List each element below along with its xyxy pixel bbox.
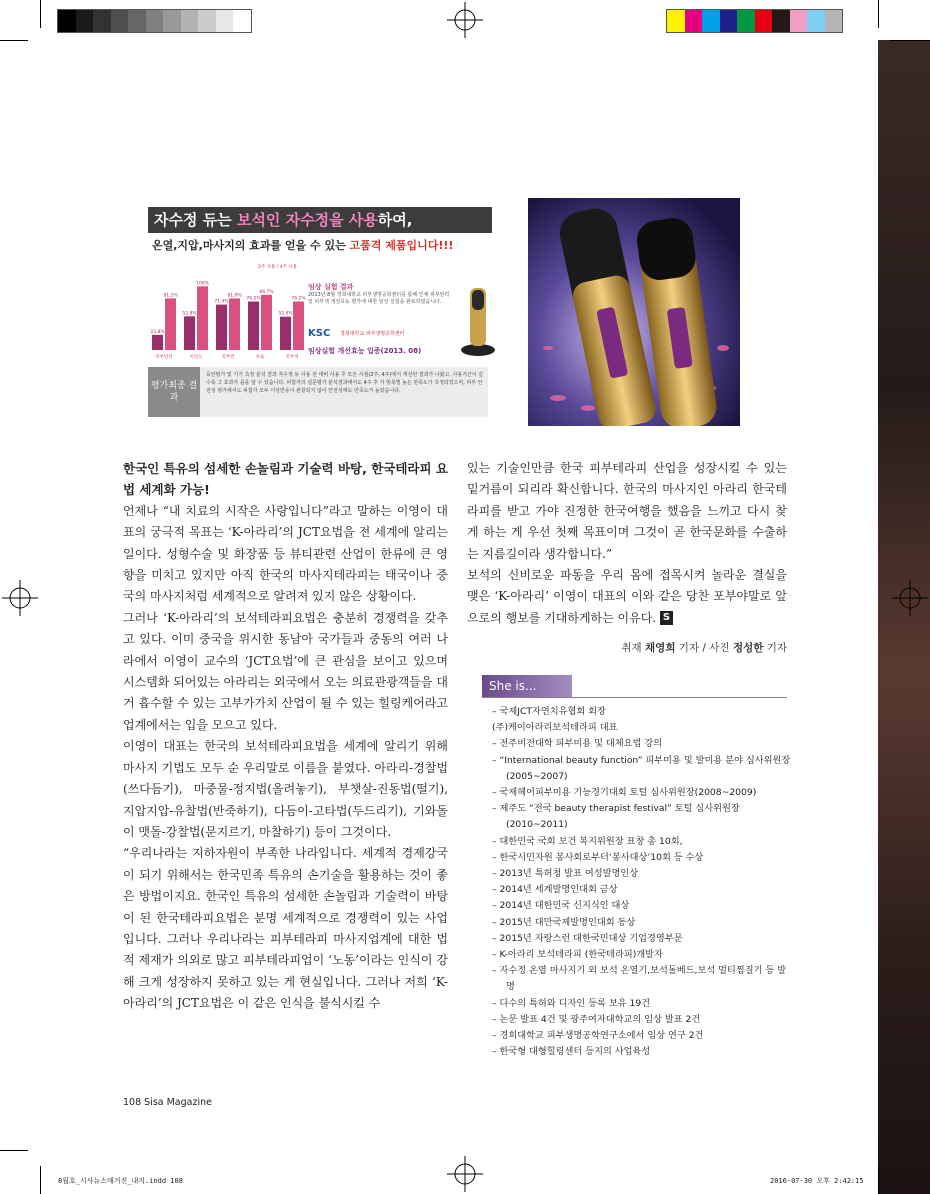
gray-calibration-bar [57,9,252,33]
chart-bar [248,302,259,350]
profile-item: – 2013년 특허청 발표 여성발명인상 [492,868,639,880]
profile-item: (주)케이아라리보석테라피 대표 [492,722,618,734]
color-swatch [807,10,825,32]
ksc-logo: KSC [308,328,331,339]
article-right-column [467,458,787,629]
gray-swatch [76,10,94,32]
right-bleed-strip [878,40,930,1194]
color-swatch [702,10,720,32]
gray-swatch [163,10,181,32]
registration-mark [892,580,928,616]
effect-bar-chart [148,262,318,367]
profile-divider [482,697,787,698]
profile-item: – K-아라리 보석테라피 (한국테라피)개발자 [492,949,663,961]
gray-swatch [146,10,164,32]
gray-swatch [198,10,216,32]
print-timestamp: 2016-07-30 오후 2:42:15 [770,1177,864,1185]
color-swatch [825,10,843,32]
gray-swatch [216,10,234,32]
chart-category-label: 피부결 [221,355,235,360]
chart-data-label: 76.2% [246,296,261,302]
infographic-panel [148,207,508,422]
profile-list [492,704,792,1060]
chart-category-label: 피부색 [285,355,299,360]
chart-data-label: 81.0% [227,293,242,299]
article-paragraph: 보석의 신비로운 파동을 우리 몸에 접목시켜 놀라운 결실을 맺은 ‘K-아라리’ 이영이 대표의 이와 같은 당찬 포부야말로 앞으로의 행보를 기대하게하는 이유다. S [467,568,787,625]
article-paragraph: 그러나 ‘K-아라리’의 보석테라피요법은 충분히 경쟁력을 갖추고 있다. 이미 중국을 위시한 동남아 국가들과 중동의 여러 나라에서 이영이 교수의 ‘JCT요법’에 큰 관심을 보이고 있으며 시스템화 되어있는 아라리는 외국에서 오는 의료관광객들을 대거 흡수할 수 있는 고부가가치 산업이 될 수 있는 힐링케어라고 업계에서는 입을 모으고 있다. [123,610,448,732]
profile-item: – 대한민국 국회 보건 복지위원장 표창 총 10회, [492,835,683,847]
profile-item: – 경희대학교 피부생명공학연구소에서 임상 연구 2건 [492,1030,704,1042]
trial-title: 임상 실험 결과 [308,283,354,291]
profile-item: – 논문 발표 4건 및 광주여자대학교의 임상 발표 2건 [492,1013,701,1025]
chart-legend-label: 2주 사용 / 4주 사용 [258,265,298,270]
profile-item: – 전주비전대학 피부미용 및 대체요법 강의 [492,738,663,750]
profile-item: – 제주도 “전국 beauty therapist festival” 토털 심사위원장(2010~2011) [492,803,740,831]
chart-legend [258,263,298,270]
trial-text: 2013년 8월 경희대학교 피부생명공학센터를 통해 인체 피부탄력 및 피부색 개선효능 평가에 대한 임상 실험을 완료하였습니다. [308,292,450,305]
registration-mark [447,2,483,38]
chart-category-label: 치밀도 [189,355,203,360]
gray-swatch [93,10,111,32]
chart-bar [152,335,163,350]
color-swatch [790,10,808,32]
chart-data-label: 23.8% [150,329,165,335]
chart-category-label: 보습 [255,355,265,360]
crop-mark [878,1166,879,1194]
chart-data-label: 81.1% [163,293,178,299]
crop-mark [0,1150,28,1151]
chart-data-label: 52.4% [278,311,293,317]
chart-bar [165,298,176,350]
profile-item: – 한국형 대형힐링센터 등지의 사업육성 [492,1046,651,1058]
registration-mark [447,1156,483,1192]
article-heading: 한국인 특유의 섬세한 손놀림과 기술력 바탕, 한국테라피 요법 세계화 가능! [123,461,449,498]
profile-item: – “International beauty function” 피부미용 및 발미용 분야 심사위원장(2005~2007) [492,754,791,782]
gray-swatch [181,10,199,32]
profile-item: – 2014년 세계발명인대회 금상 [492,884,618,896]
chart-data-label: 71.4% [214,299,229,305]
byline: 취재 채영희 기자 / 사진 정성한 기자 [621,642,787,654]
clinical-trial-box [308,282,503,362]
profile-item: – 한국시민자원 봉사회로부터‘봉사대상’10회 등 수상 [492,851,704,863]
article-paragraph: 이영이 대표는 한국의 보석테라피요법을 세계에 알리기 위해 마사지 기법도 모두 순 우리말로 이름을 붙였다. 아라리-경찰법(쓰다듬기), 마중물-정지법(올려놓기), 부챗살-진동법(떨기), 지압지압-유찰법(반죽하기), 다듬이-고타법(두드리기), 기와돌이 맷돌-강찰법(문지르기, 마찰하기) 등이 그것이다. [123,739,448,839]
color-swatch [667,10,685,32]
registration-mark [2,580,38,616]
profile-item: – 2015년 대만국제발명인대회 동상 [492,916,636,928]
crop-mark [40,1166,41,1194]
chart-bar [197,286,208,350]
gray-swatch [111,10,129,32]
chart-category-label: 피부탄력 [155,355,173,360]
crop-mark [40,0,41,28]
chart-data-label: 52.9% [182,311,197,317]
gray-swatch [233,10,251,32]
file-slug: 8월호_시사뉴스매거진_내지.indd 108 [58,1177,183,1185]
color-swatch [755,10,773,32]
profile-item: – 2014년 대한민국 신지식인 대상 [492,900,630,912]
device-thumbnail [458,282,498,360]
chart-bar [280,317,291,350]
profile-title-tab: She is... [482,675,572,697]
profile-item: – 2015년 자랑스런 대한국민대상 기업경영부문 [492,932,683,944]
gray-swatch [128,10,146,32]
gray-swatch [58,10,76,32]
evaluation-box [148,367,488,417]
evaluation-label: 평가최종 결 과 [148,367,200,417]
chart-bar [261,295,272,350]
crop-mark [0,40,28,41]
article-paragraph: 있는 기술인만큼 한국 피부테라피 산업을 성장시킬 수 있는 밑거름이 되리라 확신합니다. 한국의 마사지인 아라리 한국테라피를 받고 가야 진정한 한국여행을 했음을 느끼고 다시 찾게 하는 게 우선 첫째 목표이며 그것이 곧 한국문화를 수출하는 지름길이라 생각합니다.” [467,461,787,561]
article-left-column [123,458,448,1015]
chart-bar [184,316,195,350]
product-photo [528,198,740,426]
profile-item: – 다수의 특허와 디자인 등록 보유 19건 [492,997,651,1009]
chart-bar [216,305,227,350]
color-calibration-bar [666,9,843,33]
crop-mark [878,0,879,28]
crop-mark [890,40,930,41]
color-swatch [772,10,790,32]
chart-data-label: 100% [196,281,209,287]
color-swatch [720,10,738,32]
evaluation-text: 육안평가 및 기기 측정 분석 결과 자수정 듀 사용 전 대비 사용 후 모든 시점(2주, 4주)에서 개선된 결과가 나왔고, 사용기간이 길수록 그 효과가 큼을 알 수 있습니다. 피험자의 설문평가 분석결과에서도 4주 후 가 항목별 높은 만족도가 측정되었으며, 피부 안전성 평가에서도 피험자 모두 이상반응이 관찰되지 않아 안전성에도 만족도가 높았습니다. [206,372,484,394]
infographic-banner: 자수정 듀는 보석인 자수정을 사용하여, [148,207,492,233]
chart-bar [293,302,304,350]
profile-item: – 국제JCT자연치유협회 회장 [492,706,606,717]
chart-data-label: 86.7% [259,289,274,295]
ksc-name: 경희대학교 피부생명공학센터 [340,331,405,337]
profile-item: – 국제헤어피부미용 기능경기대회 토털 심사위원장(2008~2009) [492,787,757,799]
trial-caption: 임상실험 개선효능 입증(2013. 08) [308,347,422,355]
end-mark-icon: S [660,611,673,625]
infographic-subtitle: 온열,지압,마사지의 효과를 얻을 수 있는 고품격 제품입니다!!! [152,239,454,252]
profile-item: – 자수정 온열 마사지기 외 보석 온열기,보석돌베드,보석 멀티찜질기 등 발명 [492,965,787,993]
chart-bar [229,298,240,350]
page-footer: 108 Sisa Magazine [123,1097,212,1108]
chart-data-label: 76.2% [291,296,306,302]
article-paragraph: “우리나라는 지하자원이 부족한 나라입니다. 세계적 경제강국이 되기 위해서는 한국민족 특유의 손기술을 활용하는 것이 좋은 방법이지요. 한국인 특유의 섬세한 손놀림과 기술력이 바탕이 된 한국테라피요법은 분명 세계적으로 경쟁력이 있는 사업입니다. 그러나 우리나라는 피부테라피 마사지업계에 대한 법적 제재가 의외로 많고 피부테라피업이 ‘노동’이라는 인식이 강해 크게 성장하지 못하고 있는 게 현실입니다. 그러나 저희 ‘K-아라리’의 JCT요법은 이 같은 인식을 불식시킬 수 [123,846,448,1011]
color-swatch [737,10,755,32]
article-paragraph: 언제나 “내 치료의 시작은 사랑입니다”라고 말하는 이영이 대표의 궁극적 목표는 ‘K-아라리’의 JCT요법을 전 세계에 알리는 일이다. 성형수술 및 화장품 등 뷰티관련 산업이 한류에 큰 영향을 미치고 있지만 아직 한국의 마사지테라피는 태국이나 중국의 마사지처럼 세계적으로 알려져 있지 않은 상황이다. [123,503,448,604]
color-swatch [685,10,703,32]
